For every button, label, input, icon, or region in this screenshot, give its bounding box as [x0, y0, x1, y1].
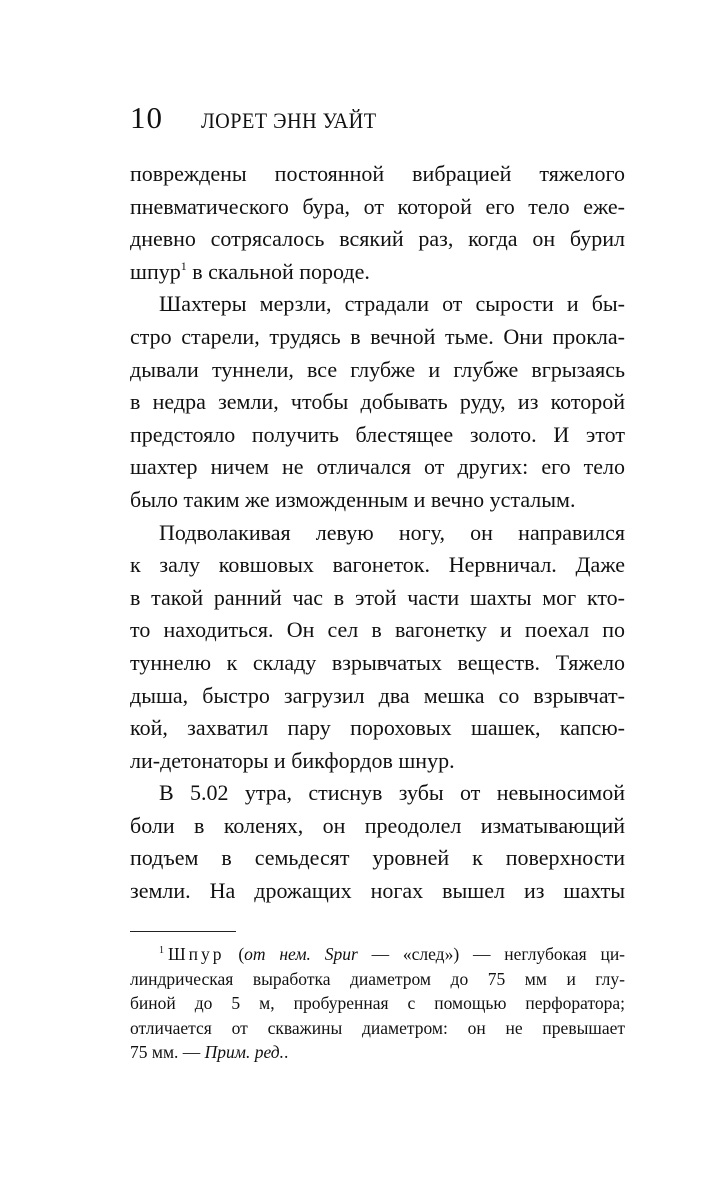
- text-fragment: (: [224, 944, 245, 964]
- text-fragment: 75 мм. —: [130, 1042, 205, 1063]
- footnote-line: [130, 1040, 625, 1065]
- text-line: дывали туннели, все глубже и глубже вгрызаясь: [130, 356, 625, 382]
- text-line: в такой ранний час в этой части шахты мог кто-: [130, 584, 625, 610]
- text-line: [130, 256, 625, 289]
- text-line: Подволакивая левую ногу, он направился: [159, 519, 625, 545]
- text-line: дневно сотрясалось всякий раз, когда он бурил: [130, 226, 625, 252]
- footnote-line: отличается от скважины диаметром: он не превышает: [130, 1017, 625, 1038]
- text-line: стро старели, трудясь в вечной тьме. Они прокла-: [130, 323, 625, 349]
- page-number: 10: [130, 100, 163, 135]
- text-line: шахтер ничем не отличался от других: его тело: [130, 454, 625, 480]
- text-fragment: в скальной породе.: [186, 258, 370, 284]
- text-fragment: Прим. ред.: [204, 1042, 285, 1063]
- text-line: земли. На дрожащих ногах вышел из шахты: [130, 878, 625, 904]
- text-line: предстояло получить блестящее золото. И этот: [130, 421, 625, 447]
- running-head: [130, 100, 392, 144]
- text-line: в недра земли, чтобы добывать руду, из которой: [130, 389, 625, 415]
- footnote-line: линдрическая выработка диаметром до 75 мм и глу-: [130, 968, 625, 989]
- text-line: подъем в семьдесят уровней к поверхности: [130, 845, 625, 871]
- text-fragment: .: [284, 1042, 289, 1063]
- text-fragment: от нем.: [244, 944, 311, 964]
- text-line: боли в коленях, он преодолел изматывающий: [130, 812, 625, 838]
- text-line: было таким же изможденным и вечно усталым.: [130, 486, 576, 512]
- text-fragment: шпур: [130, 258, 181, 284]
- body-text: [130, 158, 625, 908]
- text-line: повреждены постоянной вибрацией тяжелого: [130, 161, 625, 186]
- text-fragment: [311, 944, 325, 964]
- text-line: к залу ковшовых вагонеток. Нервничал. Даже: [130, 552, 625, 578]
- text-line: пневматического бура, от которой его тело еже-: [130, 193, 625, 219]
- footnote: [130, 942, 625, 1065]
- footnote-divider: [130, 931, 236, 932]
- footnote-reference[interactable]: 1: [180, 258, 187, 273]
- footnote-line: [130, 942, 625, 967]
- text-line: то находиться. Он сел в вагонетку и поехал по: [130, 617, 625, 643]
- text-line: кой, захватил пару пороховых шашек, капсю-: [130, 715, 625, 741]
- text-line: туннелю к складу взрывчатых веществ. Тяжело: [130, 649, 625, 675]
- text-fragment: Spur: [324, 944, 358, 964]
- text-line: Шахтеры мерзли, страдали от сырости и бы-: [159, 291, 625, 317]
- text-line: ли-детонаторы и бикфордов шнур.: [130, 747, 455, 773]
- text-line: В 5.02 утра, стиснув зубы от невыносимой: [159, 780, 625, 806]
- footnote-marker: 1: [159, 945, 164, 956]
- footnote-term: Шпур: [168, 944, 225, 964]
- footnote-line: биной до 5 м, пробуренная с помощью перфоратора;: [130, 993, 625, 1014]
- text-line: дыша, быстро загрузил два мешка со взрывчат-: [130, 682, 625, 708]
- text-fragment: — «след») — неглубокая ци-: [357, 944, 626, 964]
- running-title: ЛОРЕТ ЭНН УАЙТ: [201, 108, 377, 133]
